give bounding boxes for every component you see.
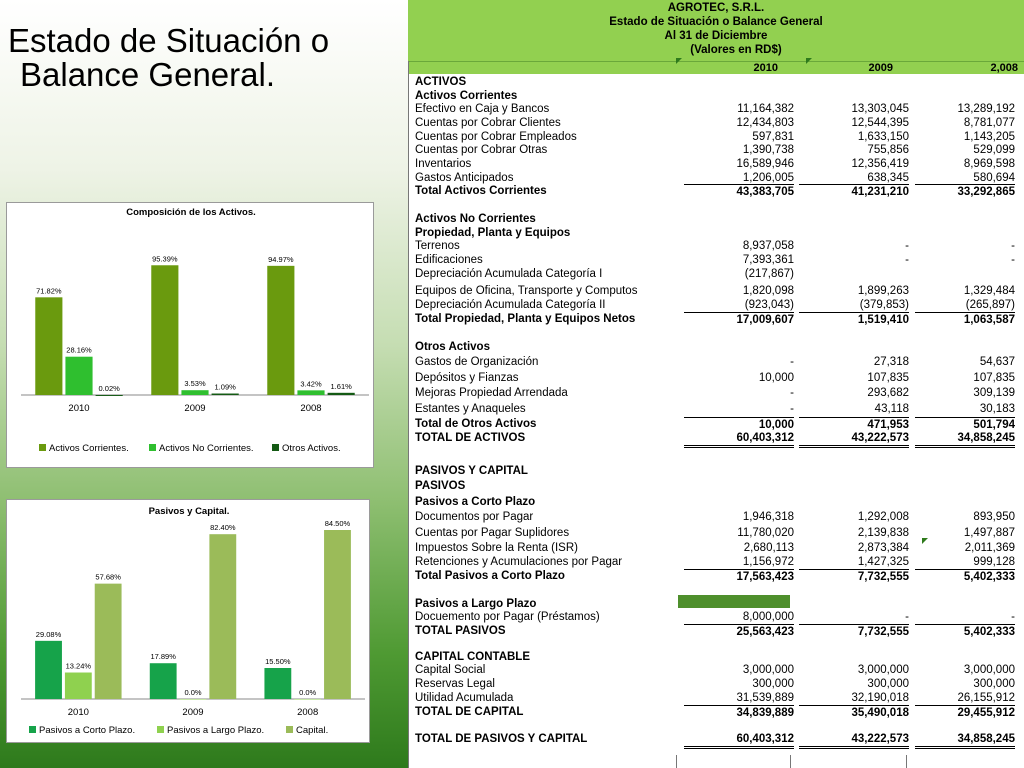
row-value-2010: 8,937,058: [742, 240, 794, 252]
legend-swatch: [39, 444, 46, 451]
data-label: 1.61%: [330, 381, 352, 391]
statement-row: [415, 239, 1017, 253]
bar: [181, 390, 208, 395]
statement-row: [415, 569, 1017, 583]
row-label: Activos Corrientes: [415, 90, 518, 102]
data-label: 15.50%: [265, 657, 291, 666]
row-value-2009: 755,856: [867, 144, 909, 156]
bar: [35, 297, 62, 395]
bar: [324, 530, 351, 699]
row-label: Cuentas por Cobrar Otras: [415, 144, 548, 156]
bar: [212, 394, 239, 395]
row-value-2009: -: [905, 254, 909, 266]
data-label: 0.0%: [184, 688, 202, 697]
row-label: Impuestos Sobre la Renta (ISR): [415, 542, 578, 554]
row-value-2009: 43,222,573: [799, 732, 909, 749]
row-label: CAPITAL CONTABLE: [415, 651, 530, 663]
row-value-2,008: 5,402,333: [915, 569, 1015, 584]
statement-row: [415, 624, 1017, 638]
row-value-2010: 1,820,098: [742, 285, 794, 297]
data-label: 3.53%: [184, 379, 206, 389]
row-value-2,008: 5,402,333: [915, 624, 1015, 639]
row-value-2009: (379,853): [859, 299, 909, 311]
statement-row: [415, 464, 1017, 478]
data-label: 13.24%: [65, 661, 92, 671]
bar: [180, 699, 207, 700]
row-label: Equipos de Oficina, Transporte y Computos: [415, 285, 638, 297]
row-value-2010: 1,946,318: [742, 511, 794, 523]
data-label: 71.82%: [36, 286, 62, 296]
row-label: TOTAL DE PASIVOS Y CAPITAL: [415, 733, 588, 745]
row-label: Total Pasivos a Corto Plazo: [415, 570, 565, 582]
row-label: Inventarios: [415, 158, 472, 170]
legend-swatch: [29, 726, 36, 733]
chart-title: Composición de los Activos.: [126, 207, 256, 218]
row-value-2010: 43,383,705: [684, 184, 794, 199]
row-value-2,008: 30,183: [979, 403, 1015, 415]
row-label: Depósitos y Fianzas: [415, 372, 519, 384]
row-label: Gastos Anticipados: [415, 172, 514, 184]
bar: [35, 641, 62, 699]
statement-row: [415, 555, 1017, 569]
row-value-2010: 10,000: [684, 417, 794, 432]
x-tick-label: 2010: [67, 707, 89, 718]
row-label: Documentos por Pagar: [415, 511, 534, 523]
sheet-header: [408, 0, 1024, 61]
data-label: 95.39%: [152, 254, 178, 264]
row-label: Pasivos a Largo Plazo: [415, 598, 537, 610]
row-label: Total Propiedad, Planta y Equipos Netos: [415, 313, 636, 325]
bar: [150, 663, 177, 699]
row-value-2010: -: [790, 403, 794, 415]
statement-row: [415, 340, 1017, 354]
balance-sheet: [408, 0, 1024, 768]
row-value-2009: 2,139,838: [857, 527, 909, 539]
statement-row: [415, 650, 1017, 664]
year-col-1: 2010: [753, 62, 778, 74]
statement-row: [415, 417, 1017, 431]
statement-row: [415, 732, 1017, 746]
row-value-2,008: 8,781,077: [963, 117, 1015, 129]
row-value-2,008: 26,155,912: [957, 692, 1015, 704]
row-value-2009: 107,835: [867, 372, 909, 384]
row-value-2010: 300,000: [752, 678, 794, 690]
row-value-2009: 13,303,045: [851, 103, 909, 115]
legend-label: Pasivos a Corto Plazo.: [39, 725, 136, 736]
row-value-2010: 11,780,020: [737, 527, 794, 539]
row-value-2,008: 8,969,598: [963, 158, 1015, 170]
row-value-2,008: 1,497,887: [963, 527, 1015, 539]
statement-row: [415, 495, 1017, 509]
row-value-2,008: 3,000,000: [963, 664, 1015, 676]
row-value-2010: 17,563,423: [684, 569, 794, 584]
row-value-2009: 27,318: [873, 356, 909, 368]
row-label: Cuentas por Cobrar Empleados: [415, 131, 577, 143]
row-value-2009: 43,222,573: [799, 431, 909, 448]
row-value-2009: 43,118: [874, 403, 909, 415]
statement-row: [415, 143, 1017, 157]
x-tick-label: 2009: [182, 707, 204, 718]
statement-row: [415, 267, 1017, 281]
row-value-2,008: 1,329,484: [963, 285, 1015, 297]
comment-marker-icon: [806, 58, 812, 64]
row-label: Retenciones y Acumulaciones por Pagar: [415, 556, 623, 568]
row-label: Edificaciones: [415, 254, 483, 266]
row-value-2009: 293,682: [867, 387, 909, 399]
row-value-2,008: 580,694: [973, 172, 1015, 184]
statement-date: Al 31 de Diciembre: [664, 30, 768, 42]
row-value-2010: 25,563,423: [684, 624, 794, 639]
row-value-2,008: -: [1011, 254, 1015, 266]
row-label: TOTAL PASIVOS: [415, 625, 506, 637]
legend-label: Activos Corrientes.: [49, 443, 129, 454]
comment-marker-icon: [676, 58, 682, 64]
row-value-2,008: 1,143,205: [963, 131, 1015, 143]
row-value-2009: 32,190,018: [851, 692, 909, 704]
row-value-2,008: 33,292,865: [915, 184, 1015, 199]
row-value-2,008: 1,063,587: [915, 312, 1015, 327]
row-value-2010: 597,831: [752, 131, 794, 143]
row-value-2010: 7,393,361: [742, 254, 794, 266]
statement-row: [415, 102, 1017, 116]
highlighted-cell: [678, 595, 790, 608]
row-label: Otros Activos: [415, 341, 490, 353]
statement-row: [415, 663, 1017, 677]
legend-label: Otros Activos.: [282, 443, 341, 454]
row-label: Terrenos: [415, 240, 460, 252]
statement-row: [415, 431, 1017, 445]
row-value-2010: 8,000,000: [742, 611, 794, 623]
assets-composition-chart: [6, 202, 374, 468]
row-value-2010: -: [790, 356, 794, 368]
row-label: Efectivo en Caja y Bancos: [415, 103, 550, 115]
row-value-2009: 1,519,410: [799, 312, 909, 327]
company-name: AGROTEC, S.R.L.: [667, 2, 765, 14]
row-value-2009: 1,899,263: [857, 285, 909, 297]
data-label: 3.42%: [300, 379, 322, 389]
row-label: Depreciación Acumulada Categoría I: [415, 268, 603, 280]
row-value-2009: 1,427,325: [857, 556, 909, 568]
row-label: Pasivos a Corto Plazo: [415, 496, 536, 508]
grid-line: [408, 61, 409, 768]
row-value-2009: 2,873,384: [857, 542, 909, 554]
bar: [96, 395, 123, 396]
statement-row: [415, 226, 1017, 240]
statement-row: [415, 171, 1017, 185]
data-label: 57.68%: [95, 572, 121, 582]
statement-row: [415, 212, 1017, 226]
row-label: Docuemento por Pagar (Préstamos): [415, 611, 600, 623]
statement-row: [415, 479, 1017, 493]
legend-label: Activos No Corrientes.: [159, 443, 254, 454]
row-value-2,008: 300,000: [973, 678, 1015, 690]
bar: [95, 584, 122, 699]
row-value-2,008: 529,099: [973, 144, 1015, 156]
statement-row: [415, 526, 1017, 540]
row-value-2,008: 107,835: [973, 372, 1015, 384]
statement-row: [415, 355, 1017, 369]
row-value-2010: 11,164,382: [737, 103, 794, 115]
row-label: ACTIVOS: [415, 76, 467, 88]
row-label: Propiedad, Planta y Equipos: [415, 227, 571, 239]
slide-title-line-2: Balance General.: [20, 56, 275, 93]
data-label: 84.50%: [324, 519, 351, 528]
statement-row: [415, 677, 1017, 691]
statement-row: [415, 510, 1017, 524]
slide-title-line-1: Estado de Situación o: [8, 22, 330, 59]
legend-swatch: [286, 726, 293, 733]
row-value-2009: -: [905, 611, 909, 623]
row-value-2,008: 501,794: [915, 417, 1015, 432]
statement-units: (Valores en RD$): [690, 44, 782, 56]
x-tick-label: 2008: [300, 403, 322, 414]
statement-row: [415, 75, 1017, 89]
data-label: 28.16%: [66, 345, 92, 355]
row-value-2010: 10,000: [758, 372, 794, 384]
row-value-2,008: -: [1011, 611, 1015, 623]
row-label: Activos No Corrientes: [415, 213, 536, 225]
row-value-2009: 1,292,008: [857, 511, 909, 523]
years-header-row: [408, 61, 1024, 74]
row-label: Cuentas por Pagar Suplidores: [415, 527, 570, 539]
row-value-2009: 471,953: [799, 417, 909, 432]
row-value-2010: 16,589,946: [736, 158, 794, 170]
statement-row: [415, 386, 1017, 400]
statement-row: [415, 312, 1017, 326]
row-value-2,008: (265,897): [965, 299, 1015, 311]
row-value-2010: 31,539,889: [736, 692, 794, 704]
data-label: 29.08%: [35, 629, 62, 639]
row-value-2009: 7,732,555: [799, 624, 909, 639]
bar: [264, 668, 291, 699]
bar: [328, 393, 355, 395]
statement-row: [415, 130, 1017, 144]
grid-line: [676, 755, 677, 768]
year-col-2: 2009: [868, 62, 893, 74]
row-value-2009: 7,732,555: [799, 569, 909, 584]
row-value-2010: 34,839,889: [684, 705, 794, 720]
row-label: Total de Otros Activos: [415, 418, 537, 430]
year-col-3: 2,008: [990, 62, 1018, 74]
data-label: 1.09%: [214, 382, 236, 392]
row-value-2,008: -: [1011, 240, 1015, 252]
legend-swatch: [272, 444, 279, 451]
bar: [65, 673, 92, 699]
row-value-2009: 35,490,018: [799, 705, 909, 720]
statement-row: [415, 157, 1017, 171]
row-label: Gastos de Organización: [415, 356, 539, 368]
data-label: 0.02%: [98, 383, 120, 393]
row-value-2,008: 29,455,912: [915, 705, 1015, 720]
row-value-2010: 2,680,113: [743, 542, 794, 554]
x-tick-label: 2009: [184, 403, 206, 414]
grid-line: [790, 755, 791, 768]
row-label: TOTAL DE ACTIVOS: [415, 432, 526, 444]
row-value-2,008: 309,139: [973, 387, 1015, 399]
row-label: Depreciación Acumulada Categoría II: [415, 299, 606, 311]
row-label: Total Activos Corrientes: [415, 185, 547, 197]
bar: [297, 390, 324, 395]
x-tick-label: 2010: [68, 403, 90, 414]
row-value-2010: 3,000,000: [742, 664, 794, 676]
statement-row: [415, 402, 1017, 416]
statement-row: [415, 610, 1017, 624]
row-value-2,008: 893,950: [973, 511, 1015, 523]
chart-title: Pasivos y Capital.: [148, 506, 230, 517]
bar: [151, 265, 178, 395]
row-label: Capital Social: [415, 664, 486, 676]
row-label: Estantes y Anaqueles: [415, 403, 526, 415]
row-value-2009: 12,544,395: [851, 117, 909, 129]
legend-label: Capital.: [296, 725, 329, 736]
row-value-2009: -: [905, 240, 909, 252]
data-label: 0.0%: [299, 688, 317, 697]
statement-row: [415, 253, 1017, 267]
row-label: PASIVOS Y CAPITAL: [415, 465, 528, 477]
statement-row: [415, 116, 1017, 130]
row-label: Mejoras Propiedad Arrendada: [415, 387, 568, 399]
data-label: 82.40%: [210, 523, 236, 533]
legend-swatch: [149, 444, 156, 451]
row-value-2,008: 54,637: [979, 356, 1015, 368]
statement-row: [415, 298, 1017, 312]
statement-row: [415, 705, 1017, 719]
row-value-2009: 41,231,210: [799, 184, 909, 199]
row-value-2009: 12,356,419: [851, 158, 909, 170]
statement-row: [415, 371, 1017, 385]
row-value-2009: 300,000: [867, 678, 909, 690]
data-label: 94.97%: [268, 254, 294, 264]
bar: [65, 357, 92, 395]
row-value-2010: 60,403,312: [684, 431, 794, 448]
grid-line: [906, 755, 907, 768]
liabilities-capital-chart: [6, 499, 370, 743]
statement-name: Estado de Situación o Balance General: [609, 16, 823, 28]
row-value-2,008: 34,858,245: [915, 431, 1015, 448]
slide-title: [8, 24, 403, 92]
row-value-2010: 1,156,972: [742, 556, 794, 568]
row-value-2010: 60,403,312: [684, 732, 794, 749]
data-label: 17.89%: [150, 652, 176, 662]
x-tick-label: 2008: [297, 707, 319, 718]
row-label: Utilidad Acumulada: [415, 692, 514, 704]
statement-row: [415, 284, 1017, 298]
row-value-2,008: 13,289,192: [957, 103, 1015, 115]
liabilities-capital-svg: [7, 500, 371, 744]
row-value-2010: 12,434,803: [736, 117, 794, 129]
row-value-2010: -: [790, 387, 794, 399]
statement-row: [415, 691, 1017, 705]
row-label: Cuentas por Cobrar Clientes: [415, 117, 561, 129]
row-value-2,008: 34,858,245: [915, 732, 1015, 749]
statement-row: [415, 541, 1017, 555]
statement-row: [415, 184, 1017, 198]
row-value-2010: 17,009,607: [684, 312, 794, 327]
row-value-2009: 1,633,150: [857, 131, 909, 143]
statement-row: [415, 89, 1017, 103]
assets-composition-svg: [7, 203, 375, 469]
legend-swatch: [157, 726, 164, 733]
row-value-2009: 638,345: [867, 172, 909, 184]
row-value-2010: 1,390,738: [742, 144, 794, 156]
row-value-2010: (217,867): [744, 268, 794, 280]
row-value-2009: 3,000,000: [857, 664, 909, 676]
bar: [267, 266, 294, 395]
row-label: PASIVOS: [415, 480, 466, 492]
row-value-2,008: 999,128: [973, 556, 1015, 568]
row-value-2010: (923,043): [744, 299, 794, 311]
row-value-2010: 1,206,005: [742, 172, 794, 184]
bar: [294, 699, 321, 700]
row-label: TOTAL DE CAPITAL: [415, 706, 524, 718]
bar: [209, 534, 236, 699]
row-label: Reservas Legal: [415, 678, 495, 690]
row-value-2,008: 2,011,369: [964, 542, 1015, 554]
legend-label: Pasivos a Largo Plazo.: [167, 725, 265, 736]
